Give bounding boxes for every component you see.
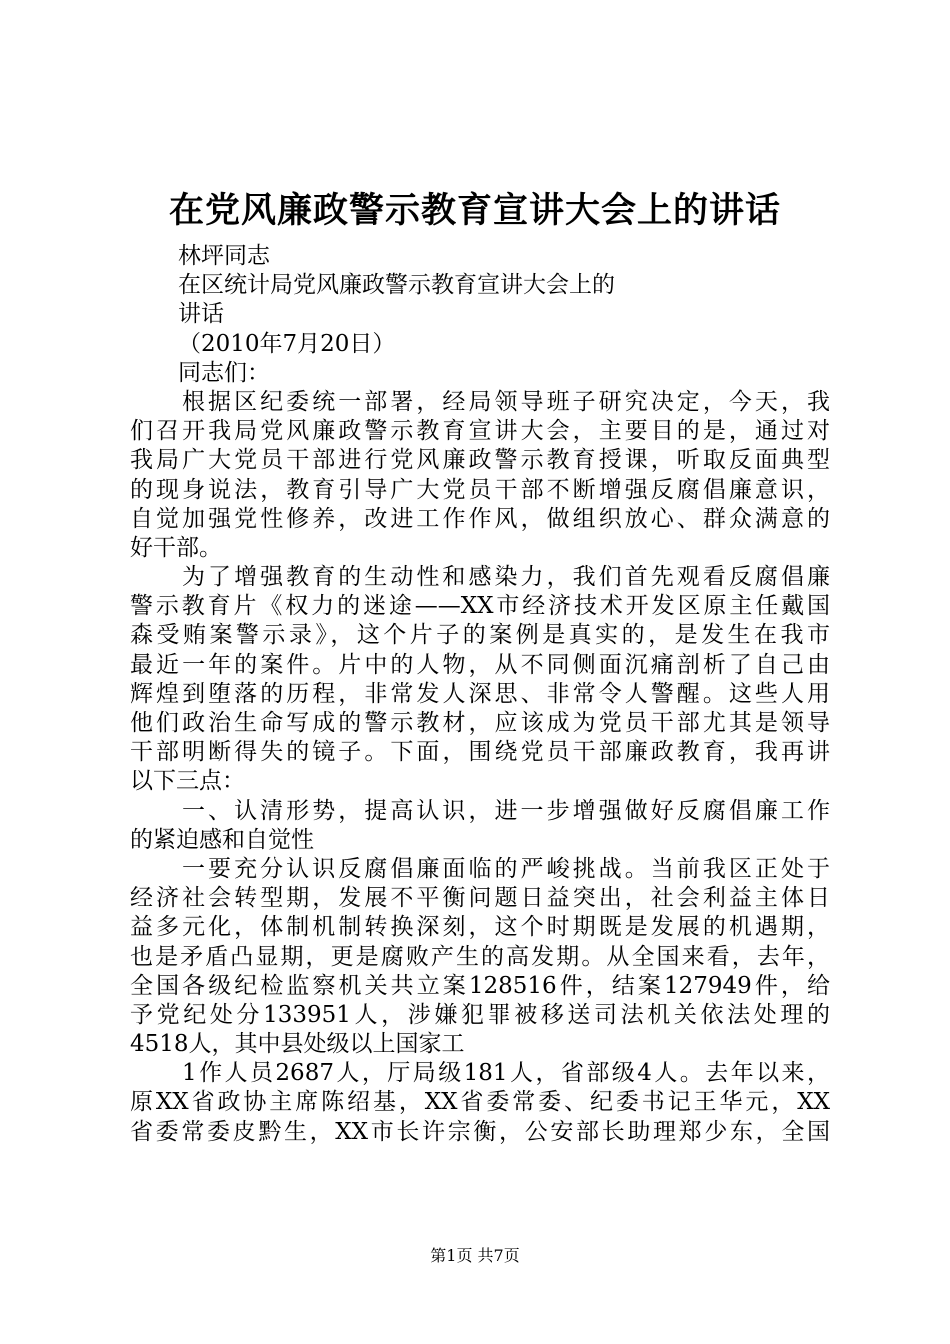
text-line: 他们政治生命写成的警示教材，应该成为党员干部尤其是领导 xyxy=(130,710,830,736)
text-line: 自觉加强党性修养，改进工作作风，做组织放心、群众满意的 xyxy=(130,505,830,532)
text-line: 以下三点： xyxy=(130,768,245,795)
text-line: 警示教育片《权力的迷途——XX市经济技术开发区原主任戴国 xyxy=(130,593,830,620)
page-footer: 第1页 共7页 xyxy=(430,1246,520,1265)
text-line: 同志们： xyxy=(178,359,270,386)
text-line: 予党纪处分133951人，涉嫌犯罪被移送司法机关依法处理的 xyxy=(130,1001,830,1028)
text-line: 经济社会转型期，发展不平衡问题日益突出，社会利益主体日 xyxy=(130,885,830,912)
text-line: 原XX省政协主席陈绍基，XX省委常委、纪委书记王华元，XX xyxy=(130,1089,830,1116)
text-line: 也是矛盾凸显期，更是腐败产生的高发期。从全国来看，去年， xyxy=(130,943,830,970)
text-line: 干部明断得失的镜子。下面，围绕党员干部廉政教育，我再讲 xyxy=(130,739,830,766)
text-line: 省委常委皮黔生，XX市长许宗衡，公安部长助理郑少东，全国 xyxy=(130,1118,830,1145)
document-title: 在党风廉政警示教育宣讲大会上的讲话 xyxy=(168,190,781,231)
text-line: 最近一年的案件。片中的人物，从不同侧面沉痛剖析了自己由 xyxy=(130,651,830,678)
text-line: 一、认清形势，提高认识，进一步增强做好反腐倡廉工作 xyxy=(182,797,830,824)
text-line: 在区统计局党风廉政警示教育宣讲大会上的 xyxy=(178,272,615,299)
text-line: 1作人员2687人，厅局级181人，省部级4人。去年以来， xyxy=(182,1060,830,1087)
text-line: 4518人，其中县处级以上国家工 xyxy=(130,1031,465,1058)
text-line: 的现身说法，教育引导广大党员干部不断增强反腐倡廉意识， xyxy=(130,476,830,503)
text-line: 全国各级纪检监察机关共立案128516件，结案127949件，给 xyxy=(130,972,830,999)
text-line: 林坪同志 xyxy=(178,243,270,269)
text-line: 们召开我局党风廉政警示教育宣讲大会，主要目的是，通过对 xyxy=(130,418,830,445)
text-line: 我局广大党员干部进行党风廉政警示教育授课，听取反面典型 xyxy=(130,447,830,474)
text-line: 讲话 xyxy=(178,301,224,328)
text-line: （2010年7月20日） xyxy=(178,330,396,357)
text-line: 为了增强教育的生动性和感染力，我们首先观看反腐倡廉 xyxy=(182,564,830,591)
text-line: 好干部。 xyxy=(130,534,222,561)
text-line: 森受贿案警示录》，这个片子的案例是真实的，是发生在我市 xyxy=(130,622,830,649)
text-line: 的紧迫感和自觉性 xyxy=(130,826,314,853)
text-line: 根据区纪委统一部署，经局领导班子研究决定，今天，我 xyxy=(182,388,830,415)
document-body xyxy=(130,242,830,1147)
text-line: 一要充分认识反腐倡廉面临的严峻挑战。当前我区正处于 xyxy=(182,855,830,882)
text-line: 辉煌到堕落的历程，非常发人深思、非常令人警醒。这些人用 xyxy=(130,680,830,707)
text-line: 益多元化，体制机制转换深刻，这个时期既是发展的机遇期， xyxy=(130,914,830,941)
